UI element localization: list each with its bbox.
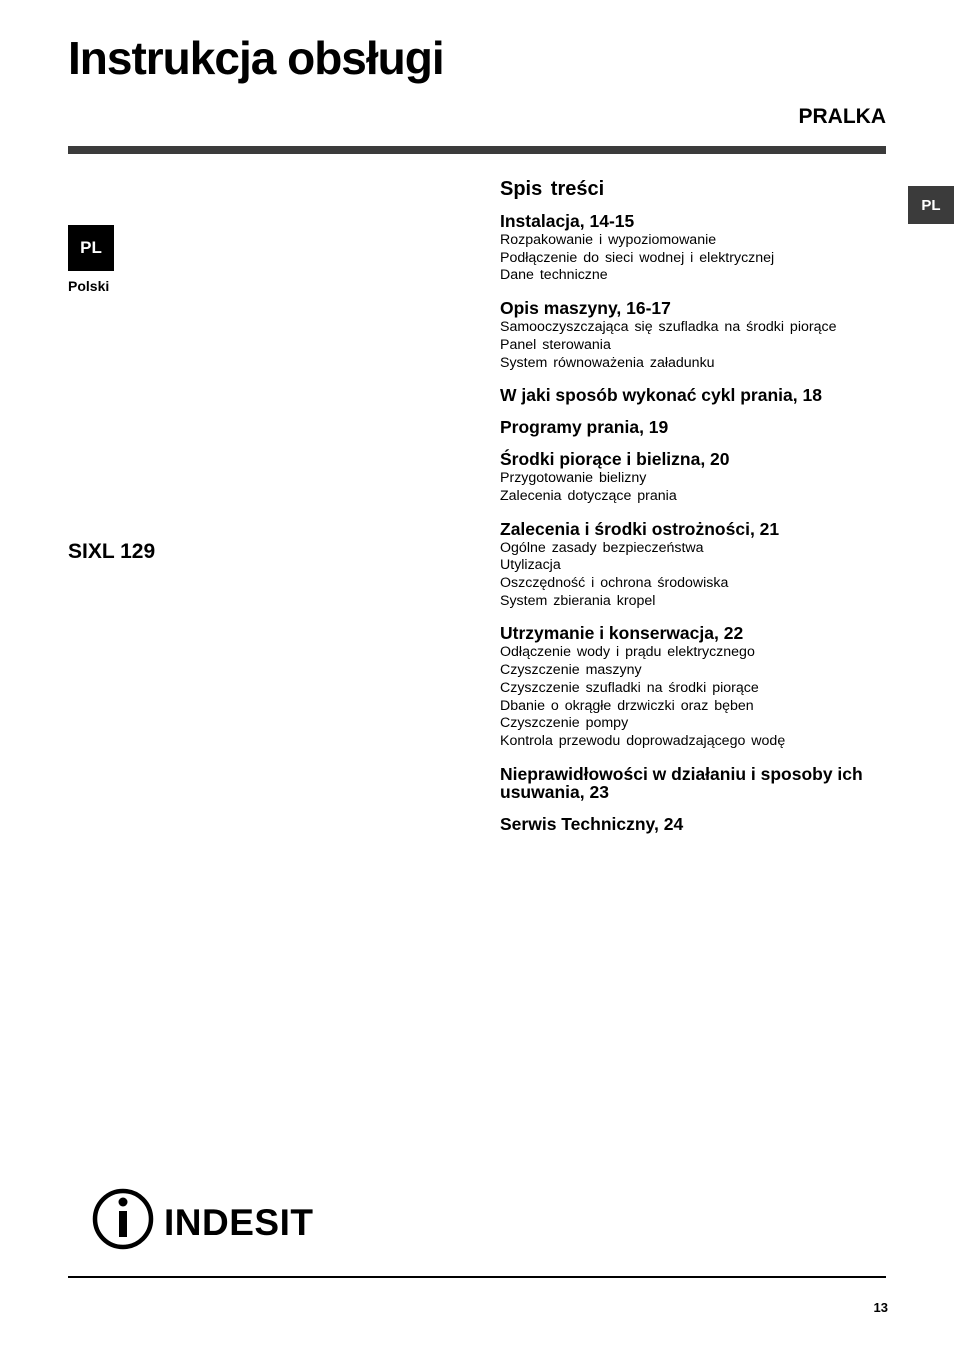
toc-subitem: Samooczyszczająca się szufladka na środki piorące: [500, 319, 837, 336]
toc-section-title: Instalacja, 14-15: [500, 211, 635, 231]
toc-subitem: Czyszczenie maszyny: [500, 662, 642, 679]
toc-subitems: [500, 540, 886, 611]
toc-section: [500, 450, 886, 505]
toc-subitem: Utylizacja: [500, 557, 561, 574]
toc-subitem: Dane techniczne: [500, 267, 608, 284]
toc-section: [500, 624, 886, 750]
toc-section: [500, 765, 886, 801]
toc-section-title: W jaki sposób wykonać cykl prania, 18: [500, 385, 822, 406]
toc-sections: [500, 212, 886, 833]
toc-section: [500, 520, 886, 611]
toc-section-title: Utrzymanie i konserwacja, 22: [500, 623, 744, 644]
toc-section-title: Zalecenia i środki ostrożności, 21: [500, 518, 780, 539]
bottom-divider: [68, 1276, 886, 1278]
language-name: Polski: [68, 278, 110, 294]
toc-subitem: Czyszczenie szufladki na środki piorące: [500, 679, 759, 696]
toc-section-title: Opis maszyny, 16-17: [500, 298, 671, 319]
toc-subitems: [500, 319, 886, 372]
toc-subitem: Odłączenie wody i prądu elektrycznego: [500, 644, 755, 661]
indesit-logo-icon: [92, 1188, 324, 1252]
toc-subitem: System równoważenia załadunku: [500, 354, 715, 371]
language-side-tab: PL: [908, 186, 954, 224]
model-number: SIXL 129: [68, 540, 156, 563]
toc-subitem: System zbierania kropel: [500, 592, 656, 609]
toc-section: [500, 299, 886, 372]
toc-section-title: Programy prania, 19: [500, 417, 669, 438]
toc-subitems: [500, 470, 886, 505]
toc-subitem: Kontrola przewodu doprowadzającego wodę: [500, 732, 786, 749]
toc-subitem: Dbanie o okrągłe drzwiczki oraz bęben: [500, 697, 754, 714]
brand-name: INDESIT: [164, 1202, 314, 1243]
toc-section: [500, 815, 886, 833]
toc-section: [500, 418, 886, 436]
toc-subitem: Rozpakowanie i wypoziomowanie: [500, 232, 717, 248]
top-divider: [68, 146, 886, 154]
toc-subitem: Oszczędność i ochrona środowiska: [500, 575, 729, 592]
toc-subitem: Przygotowanie bielizny: [500, 470, 647, 487]
toc-subitem: Podłączenie do sieci wodnej i elektrycznej: [500, 249, 775, 266]
toc-subitem: Czyszczenie pompy: [500, 715, 629, 732]
toc-section-title: Serwis Techniczny, 24: [500, 813, 684, 834]
indesit-logo: [92, 1188, 324, 1252]
page-title: Instrukcja obsługi: [68, 32, 444, 84]
language-badge: PL: [68, 225, 114, 271]
toc-subitem: Panel sterowania: [500, 336, 611, 353]
toc-section-title: Środki piorące i bielizna, 20: [500, 449, 730, 470]
page-number: 13: [873, 1300, 888, 1315]
toc-subitem: Ogólne zasady bezpieczeństwa: [500, 539, 704, 556]
toc-section-title: Nieprawidłowości w działaniu i sposoby ich usuwania, 23: [500, 763, 863, 802]
table-of-contents: [500, 176, 886, 847]
toc-heading: Spis treści: [500, 178, 605, 200]
toc-section: [500, 212, 886, 285]
toc-section: [500, 386, 886, 404]
product-type: PRALKA: [798, 105, 886, 128]
toc-subitems: [500, 644, 886, 750]
toc-subitems: [500, 232, 886, 285]
toc-subitem: Zalecenia dotyczące prania: [500, 487, 677, 504]
